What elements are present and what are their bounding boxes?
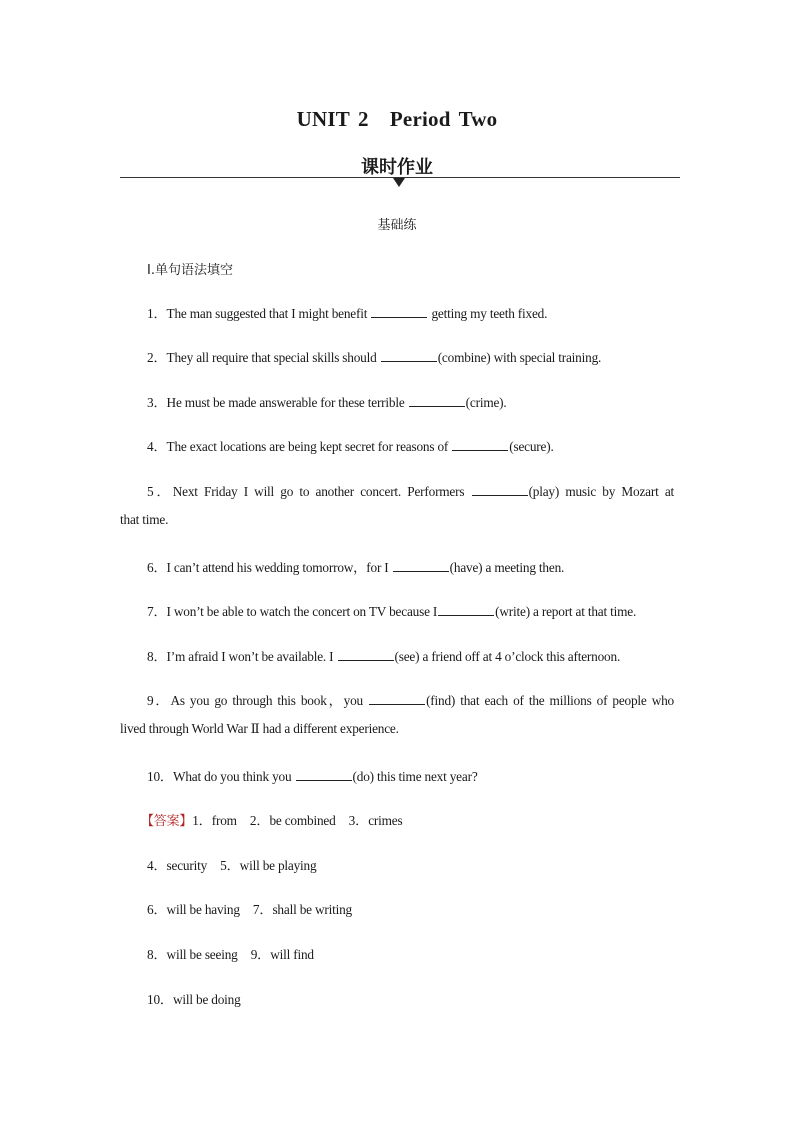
question-text-before: The man suggested that I might benefit	[166, 306, 371, 321]
question-4	[147, 436, 554, 455]
question-8	[147, 646, 620, 665]
question-text-before: I won’t be able to watch the concert on TV because I	[166, 604, 438, 619]
answer-line-3: 6．will be having 7．shall be writing	[147, 902, 352, 917]
question-number: 10．	[147, 769, 173, 784]
question-6	[147, 557, 564, 576]
question-text-before: What do you think you	[173, 769, 295, 784]
question-number: 2．	[147, 350, 167, 365]
question-text-before: Next Friday I will go to another concert. Performers	[172, 484, 471, 499]
question-number: 3．	[147, 395, 167, 410]
answer-line-1	[141, 810, 402, 829]
question-text-before: He must be made answerable for these terrible	[166, 395, 408, 410]
answer-blank	[371, 306, 427, 318]
question-text-after: (secure).	[509, 439, 554, 454]
question-number: 8．	[147, 649, 167, 664]
question-number: 1．	[147, 306, 167, 321]
question-text-after: (write) a report at that time.	[495, 604, 637, 619]
answer-blank	[409, 395, 465, 407]
question-number: 7．	[147, 604, 167, 619]
answer-blank	[472, 484, 528, 496]
answer-blank	[452, 439, 508, 451]
question-text-after: (combine) with special training.	[437, 350, 602, 365]
question-text-after: (have) a meeting then.	[449, 560, 565, 575]
answer-line-4: 8．will be seeing 9．will find	[147, 947, 314, 962]
question-10	[147, 766, 478, 785]
question-number: 5．	[147, 484, 173, 499]
question-7	[147, 601, 636, 620]
answer-label: 【答案】	[141, 814, 193, 829]
question-9	[147, 690, 674, 709]
question-text-before: I’m afraid I won’t be available. I	[166, 649, 337, 664]
question-number: 6．	[147, 560, 167, 575]
part-heading: Ⅰ.单句语法填空	[147, 263, 233, 278]
answer-text: 1．from 2．be combined 3．crimes	[192, 813, 403, 828]
question-2	[147, 347, 601, 366]
question-text-before: As you go through this book，you	[170, 693, 369, 708]
page-title: UNIT 2 Period Two	[296, 107, 498, 131]
question-text-before: The exact locations are being kept secret for reasons of	[166, 439, 452, 454]
answer-blank	[296, 769, 352, 781]
question-text-after: (play) music by Mozart at	[528, 484, 675, 499]
triangle-marker-icon	[393, 178, 405, 187]
question-text-after: getting my teeth fixed.	[428, 306, 548, 321]
question-number: 9．	[147, 693, 171, 708]
question-5	[147, 481, 674, 500]
answer-blank	[381, 350, 437, 362]
answer-blank	[338, 649, 394, 661]
question-1	[147, 303, 547, 322]
answer-line-5: 10．will be doing	[147, 992, 241, 1007]
question-text-after: (crime).	[465, 395, 507, 410]
subsection-heading: 基础练	[377, 218, 417, 233]
question-9-continuation: lived through World War Ⅱ had a different experience.	[120, 721, 399, 736]
answer-blank	[369, 693, 425, 705]
answer-blank	[393, 560, 449, 572]
answer-blank	[438, 604, 494, 616]
question-text-after: (see) a friend off at 4 o’clock this afternoon.	[394, 649, 621, 664]
question-3	[147, 392, 507, 411]
question-5-continuation: that time.	[120, 512, 169, 527]
question-text-after: (find) that each of the millions of people who	[426, 693, 675, 708]
question-text-before: They all require that special skills should	[166, 350, 380, 365]
question-text-before: I can’t attend his wedding tomorrow，for I	[166, 560, 392, 575]
question-number: 4．	[147, 439, 167, 454]
section-heading: 课时作业	[361, 157, 433, 178]
answer-line-2: 4．security 5．will be playing	[147, 858, 317, 873]
question-text-after: (do) this time next year?	[352, 769, 478, 784]
